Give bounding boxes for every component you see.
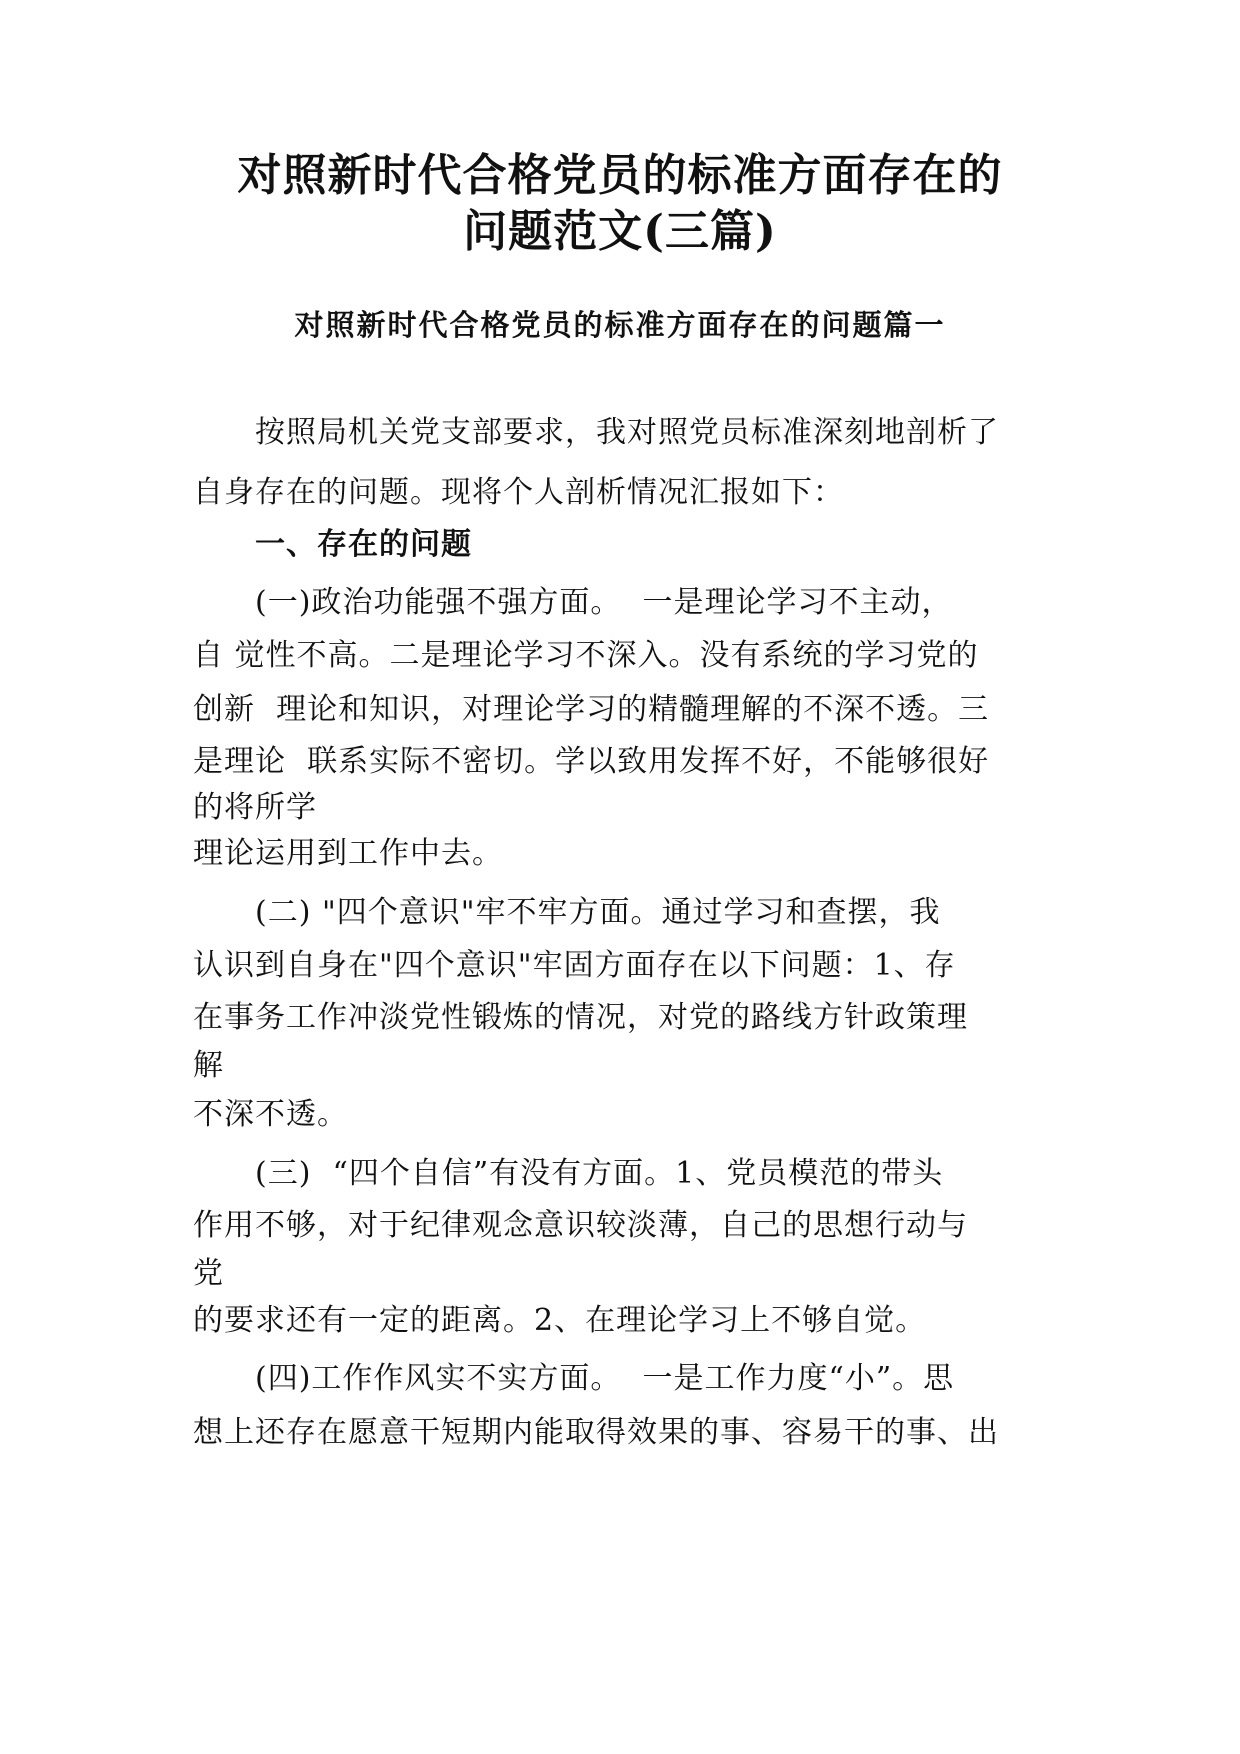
document-title-line-1: 对照新时代合格党员的标准方面存在的 <box>237 150 1003 201</box>
body-line: 按照局机关党支部要求，我对照党员标准深刻地剖析了 <box>255 415 999 450</box>
body-line: 创新 理论和知识，对理论学习的精髓理解的不深不透。三 <box>193 692 990 727</box>
body-line: 自 觉性不高。二是理论学习不深入。没有系统的学习党的 <box>193 638 979 673</box>
body-line: 自身存在的问题。现将个人剖析情况汇报如下： <box>193 475 844 510</box>
body-line: 不深不透。 <box>193 1097 348 1132</box>
body-line: 认识到自身在"四个意识"牢固方面存在以下问题：1、存 <box>193 948 956 983</box>
body-line: 理论运用到工作中去。 <box>193 836 503 871</box>
body-line: 在事务工作冲淡党性锻炼的情况，对党的路线方针政策理 <box>193 1000 968 1035</box>
body-line: 的将所学 <box>193 790 317 825</box>
body-line: 想上还存在愿意干短期内能取得效果的事、容易干的事、出 <box>193 1415 999 1450</box>
body-line: (一)政治功能强不强方面。 一是理论学习不主动， <box>255 585 953 620</box>
body-line: (三) “四个自信”有没有方面。1、党员模范的带头 <box>255 1156 944 1191</box>
body-line: 是理论 联系实际不密切。学以致用发挥不好，不能够很好 <box>193 744 990 779</box>
section-heading: 一、存在的问题 <box>255 527 472 562</box>
body-line: 党 <box>193 1256 224 1291</box>
section-subtitle: 对照新时代合格党员的标准方面存在的问题篇一 <box>294 308 946 342</box>
body-line: 作用不够，对于纪律观念意识较淡薄，自己的思想行动与 <box>193 1208 968 1243</box>
document-title-line-2: 问题范文(三篇) <box>463 206 777 257</box>
body-line: (四)工作作风实不实方面。 一是工作力度“小”。思 <box>255 1361 955 1396</box>
body-line: (二) "四个意识"牢不牢方面。通过学习和查摆，我 <box>255 895 941 930</box>
body-line: 的要求还有一定的距离。2、在理论学习上不够自觉。 <box>193 1303 927 1338</box>
body-line: 解 <box>193 1048 224 1083</box>
